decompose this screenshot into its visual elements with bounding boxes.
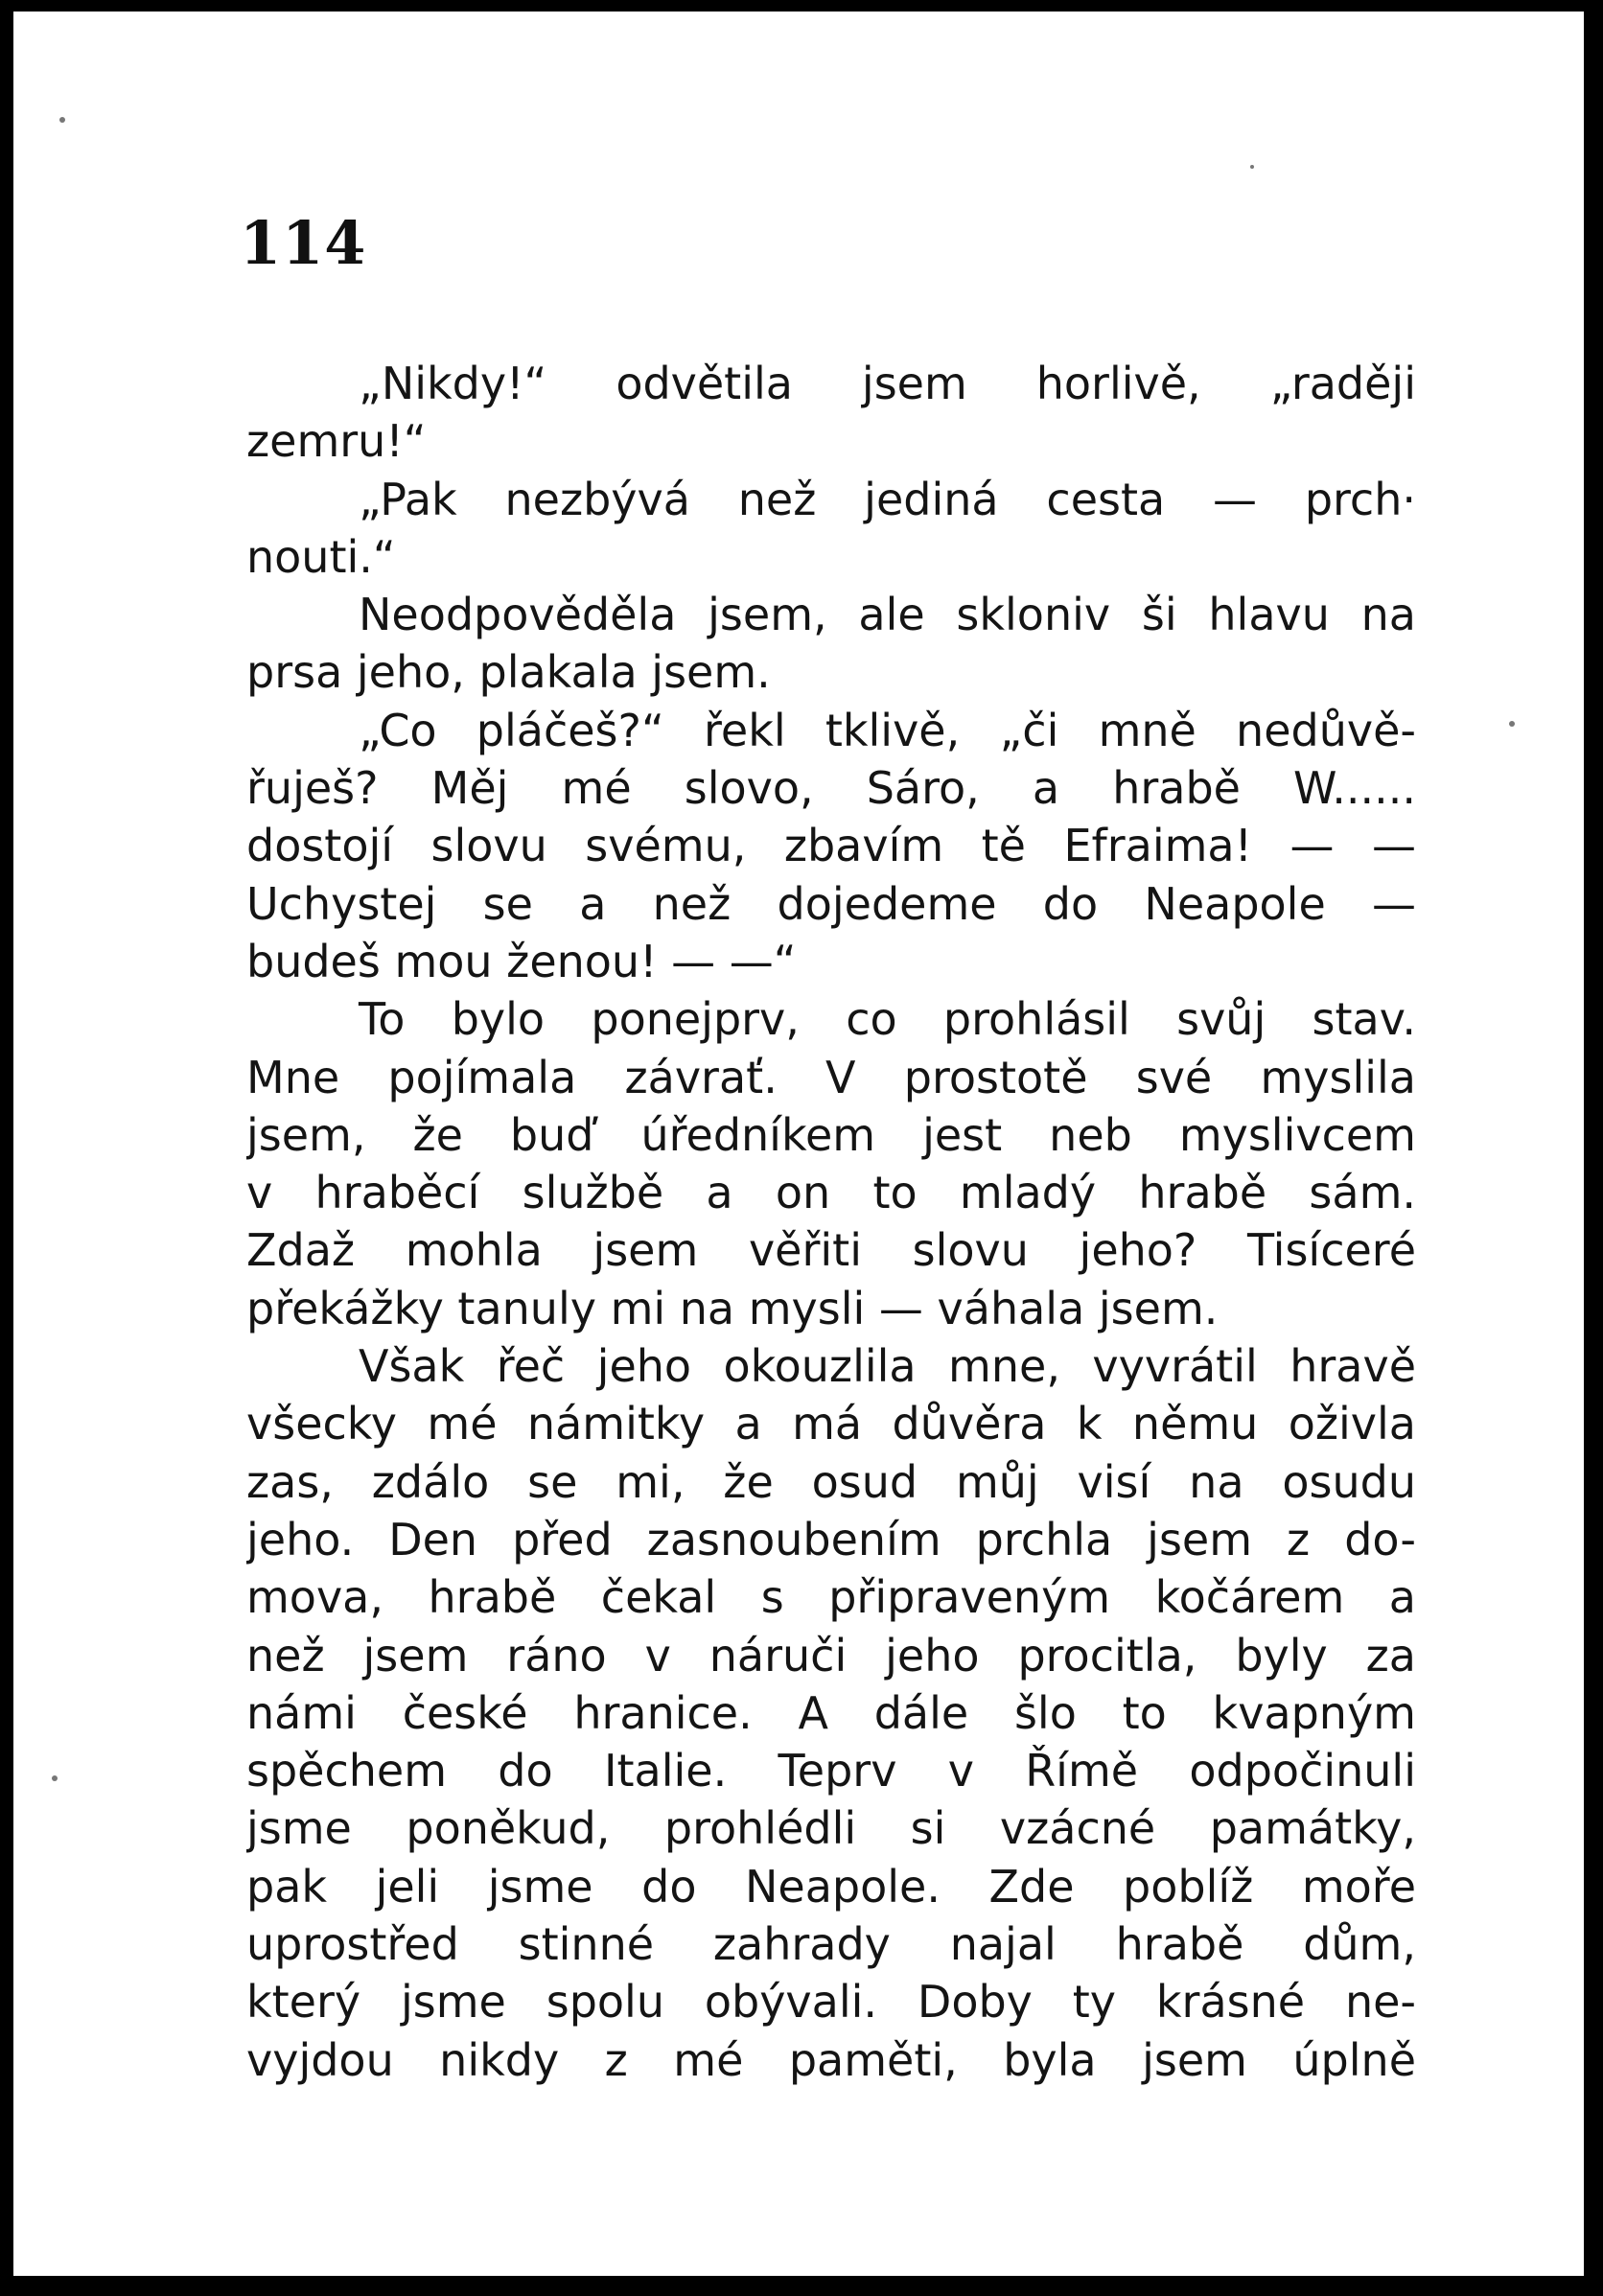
text-line: překážky tanuly mi na mysli — váhala jsem.: [246, 1282, 1219, 1334]
text-line: jsme poněkud, prohlédli si vzácné památky,: [246, 1802, 1416, 1855]
text-line: jeho. Den před zasnoubením prchla jsem z do-: [246, 1513, 1416, 1565]
print-speck: [1250, 165, 1254, 169]
text-line: Neodpověděla jsem, ale skloniv ši hlavu na: [359, 589, 1416, 641]
text-line: To bylo ponejprv, co prohlásil svůj stav.: [359, 993, 1416, 1046]
text-line: dostojí slovu svému, zbavím tě Efraima! — —: [246, 820, 1416, 872]
text-line: než jsem ráno v náruči jeho procitla, byly za: [246, 1629, 1416, 1681]
page-number: 114: [240, 208, 367, 278]
text-line: v hraběcí službě a on to mladý hrabě sám.: [246, 1167, 1416, 1219]
body-text: [246, 355, 1416, 2089]
book-page: [13, 12, 1590, 2276]
text-line: spěchem do Italie. Teprv v Římě odpočinuli: [246, 1745, 1416, 1797]
text-line: zemru!“: [246, 415, 427, 468]
text-line: Však řeč jeho okouzlila mne, vyvrátil hravě: [359, 1340, 1416, 1393]
text-line: všecky mé námitky a má důvěra k němu oživla: [246, 1398, 1416, 1450]
scan-edge: [1584, 0, 1603, 2296]
text-line: budeš mou ženou! — —“: [246, 935, 797, 987]
print-speck: [1509, 721, 1515, 727]
text-line: prsa jeho, plakala jsem.: [246, 646, 771, 699]
print-speck: [52, 1775, 58, 1781]
text-line: Mne pojímala závrať. V prostotě své myslila: [246, 1051, 1416, 1103]
print-speck: [59, 117, 65, 123]
text-line: jsem, že buď úředníkem jest neb myslivcem: [246, 1108, 1416, 1161]
text-line: „Nikdy!“ odvětila jsem horlivě, „raději: [359, 358, 1416, 409]
text-line: námi české hranice. A dále šlo to kvapným: [246, 1686, 1416, 1739]
text-line: nouti.“: [246, 530, 396, 583]
text-line: pak jeli jsme do Neapole. Zde poblíž moře: [246, 1860, 1416, 1913]
text-line: uprostřed stinné zahrady najal hrabě dům,: [246, 1918, 1416, 1971]
text-line: který jsme spolu obývali. Doby ty krásné ne-: [246, 1976, 1416, 2029]
text-line: zas, zdálo se mi, že osud můj visí na osudu: [246, 1455, 1416, 1508]
text-line: „Co pláčeš?“ řekl tklivě, „či mně nedůvě-: [359, 704, 1416, 756]
text-line: Zdaž mohla jsem věřiti slovu jeho? Tisíceré: [246, 1224, 1416, 1277]
text-line: vyjdou nikdy z mé paměti, byla jsem úplně: [246, 2033, 1416, 2086]
text-line: řuješ? Měj mé slovo, Sáro, a hrabě W......: [246, 762, 1416, 815]
text-line: mova, hrabě čekal s připraveným kočárem a: [246, 1571, 1416, 1624]
text-line: Uchystej se a než dojedeme do Neapole —: [246, 877, 1416, 930]
text-line: „Pak nezbývá než jediná cesta — prch·: [359, 473, 1416, 525]
